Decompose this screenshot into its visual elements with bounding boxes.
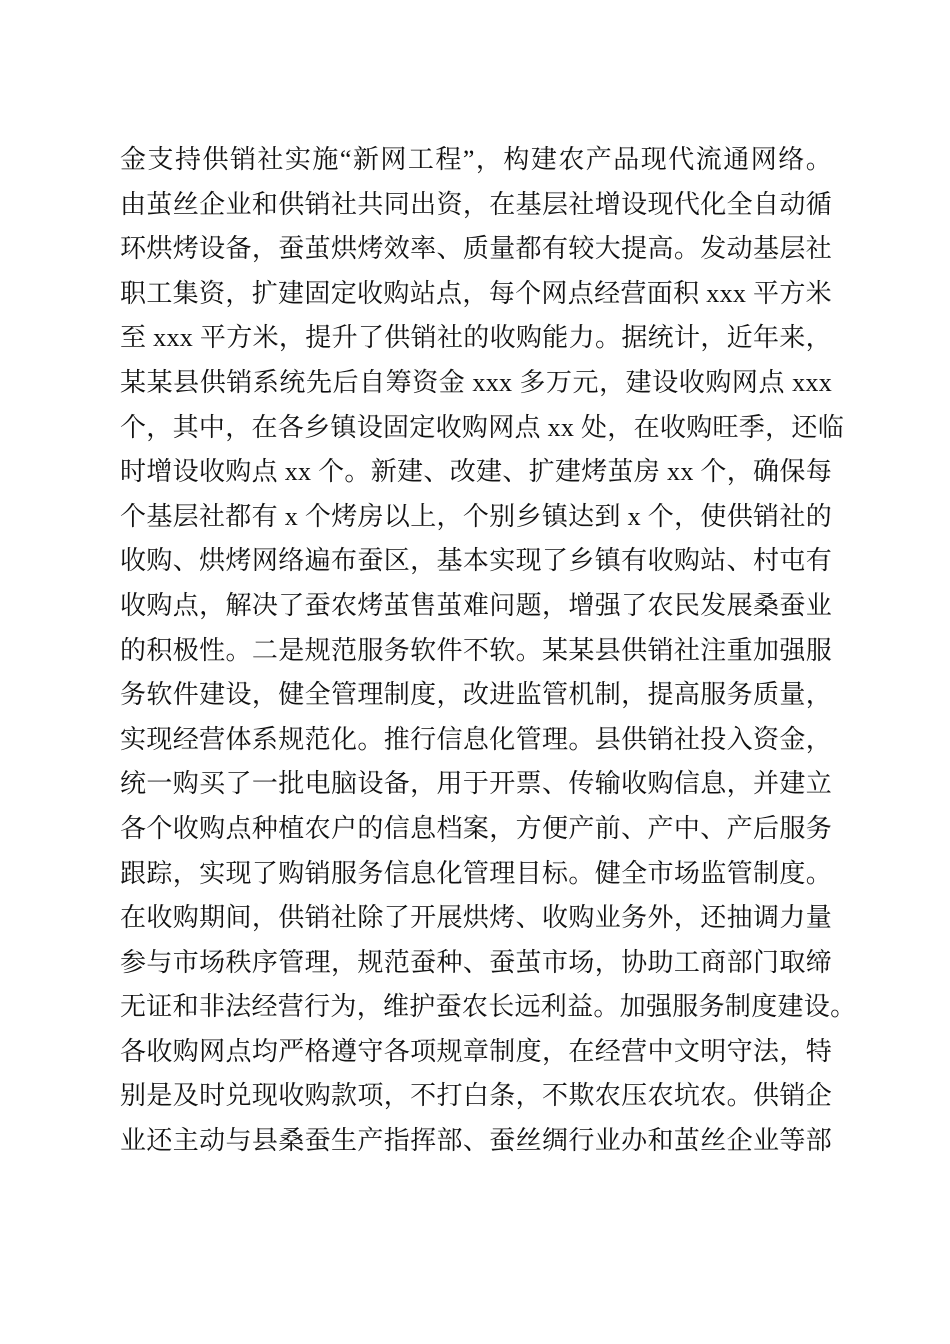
text-line-11: 收购点，解决了蚕农烤茧售茧难问题，增强了农民发展桑蚕业 <box>120 590 832 620</box>
text-line-5: 至 xxx 平方米，提升了供销社的收购能力。据统计，近年来， <box>120 323 832 353</box>
text-line-2: 由茧丝企业和供销社共同出资，在基层社增设现代化全自动循 <box>120 189 832 219</box>
body-text <box>120 138 857 1164</box>
text-line-6: 某某县供销系统先后自筹资金 xxx 多万元，建设收购网点 xxx <box>120 367 832 397</box>
text-line-7: 个，其中，在各乡镇设固定收购网点 xx 处，在收购旺季，还临 <box>120 412 845 442</box>
text-line-13: 务软件建设，健全管理制度，改进监管机制，提高服务质量， <box>120 680 832 710</box>
text-line-3: 环烘烤设备，蚕茧烘烤效率、质量都有较大提高。发动基层社 <box>120 234 832 264</box>
text-line-21: 各收购网点均严格遵守各项规章制度，在经营中文明守法，特 <box>120 1036 832 1066</box>
text-line-23: 业还主动与县桑蚕生产指挥部、蚕丝绸行业办和茧丝企业等部 <box>120 1126 832 1156</box>
text-line-9: 个基层社都有 x 个烤房以上，个别乡镇达到 x 个，使供销社的 <box>120 501 832 531</box>
text-line-15: 统一购买了一批电脑设备，用于开票、传输收购信息，并建立 <box>120 769 832 799</box>
text-line-22: 别是及时兑现收购款项，不打白条，不欺农压农坑农。供销企 <box>120 1081 832 1111</box>
text-line-8: 时增设收购点 xx 个。新建、改建、扩建烤茧房 xx 个，确保每 <box>120 457 832 487</box>
text-line-17: 跟踪，实现了购销服务信息化管理目标。健全市场监管制度。 <box>120 858 832 888</box>
text-line-1: 金支持供销社实施“新网工程”，构建农产品现代流通网络。 <box>120 145 832 174</box>
text-line-14: 实现经营体系规范化。推行信息化管理。县供销社投入资金， <box>120 724 832 754</box>
text-line-20: 无证和非法经营行为，维护蚕农长远利益。加强服务制度建设。 <box>120 992 857 1022</box>
text-line-19: 参与市场秩序管理，规范蚕种、蚕茧市场，协助工商部门取缔 <box>120 947 832 977</box>
text-line-18: 在收购期间，供销社除了开展烘烤、收购业务外，还抽调力量 <box>120 903 832 933</box>
text-line-4: 职工集资，扩建固定收购站点，每个网点经营面积 xxx 平方米 <box>120 278 832 308</box>
text-line-16: 各个收购点种植农户的信息档案，方便产前、产中、产后服务 <box>120 813 832 843</box>
text-line-10: 收购、烘烤网络遍布蚕区，基本实现了乡镇有收购站、村屯有 <box>120 546 832 576</box>
text-line-12: 的积极性。二是规范服务软件不软。某某县供销社注重加强服 <box>120 635 832 665</box>
